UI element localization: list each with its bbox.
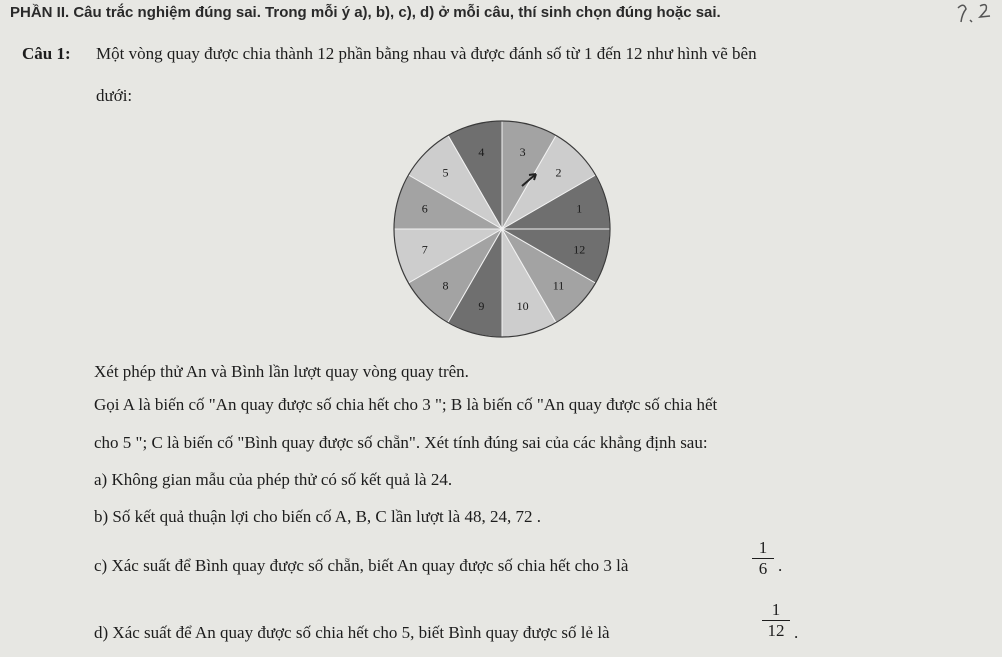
fraction-c — [752, 538, 774, 579]
events-definition-line2: cho 5 "; C là biến cố "Bình quay được số chẵn". Xét tính đúng sai của các khẳng định sau: — [94, 433, 708, 452]
statement-b: b) Số kết quả thuận lợi cho biến cố A, B, C lần lượt là 48, 24, 72 . — [94, 507, 541, 526]
wheel-number-12: 12 — [573, 242, 586, 257]
section-heading: PHẦN II. Câu trắc nghiệm đúng sai. Trong mỗi ý a), b), c), d) ở mỗi câu, thí sinh chọn đúng hoặc sai. — [10, 4, 721, 21]
wheel-number-7: 7 — [421, 242, 428, 257]
question-text-line2: dưới: — [96, 86, 133, 105]
question-label: Câu 1: — [22, 44, 71, 63]
wheel-number-2: 2 — [555, 165, 562, 180]
statement-d: d) Xác suất để An quay được số chia hết cho 5, biết Bình quay được số lẻ là — [94, 623, 610, 642]
statement-d-period: . — [794, 623, 799, 642]
statement-a: a) Không gian mẫu của phép thử có số kết quả là 24. — [94, 470, 453, 489]
events-definition-line1: Gọi A là biến cố "An quay được số chia hết cho 3 "; B là biến cố "An quay được số chia hết — [94, 395, 718, 414]
statement-c: c) Xác suất để Bình quay được số chẵn, biết An quay được số chia hết cho 3 là — [94, 556, 629, 575]
fraction-d-numerator: 1 — [762, 600, 790, 621]
statement-c-period: . — [778, 556, 783, 575]
fraction-d — [762, 600, 790, 641]
wheel-number-4: 4 — [478, 144, 485, 159]
wheel-number-8: 8 — [442, 278, 449, 293]
spinning-wheel-figure — [374, 118, 630, 340]
wheel-number-3: 3 — [519, 144, 526, 159]
fraction-c-denominator: 6 — [758, 559, 768, 578]
fraction-c-numerator: 1 — [752, 538, 774, 559]
wheel-number-5: 5 — [442, 165, 449, 180]
wheel-number-9: 9 — [478, 299, 485, 314]
wheel-number-1: 1 — [576, 201, 583, 216]
experiment-description: Xét phép thử An và Bình lần lượt quay vòng quay trên. — [94, 362, 469, 381]
handwritten-marks — [952, 0, 1002, 40]
wheel-number-10: 10 — [516, 299, 529, 314]
question-text-line1: Một vòng quay được chia thành 12 phần bằng nhau và được đánh số từ 1 đến 12 như hình vẽ bên — [96, 44, 757, 63]
wheel-number-11: 11 — [552, 278, 565, 293]
wheel-number-6: 6 — [421, 201, 428, 216]
fraction-d-denominator: 12 — [767, 621, 785, 640]
